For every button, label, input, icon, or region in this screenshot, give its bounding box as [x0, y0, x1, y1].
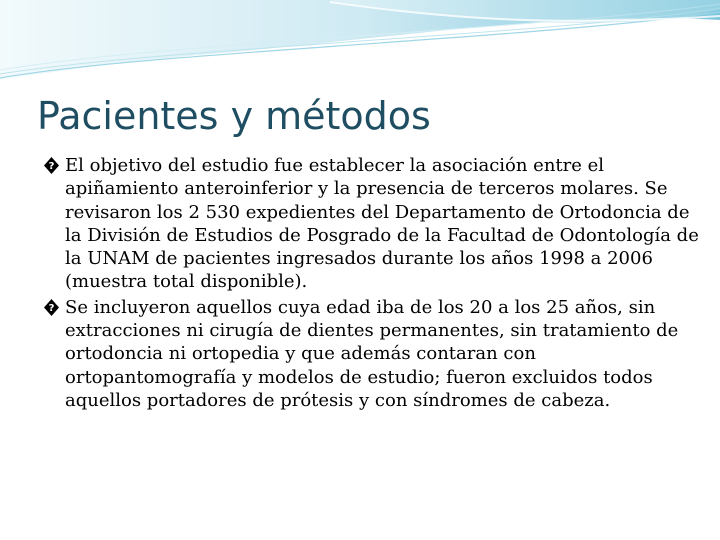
bullet-list	[44, 154, 704, 414]
replacement-glyph-icon	[44, 299, 59, 316]
slide-title: Pacientes y métodos	[37, 94, 431, 138]
bullet-item	[44, 154, 704, 294]
bullet-text: El objetivo del estudio fue establecer la asociación entre el apiñamiento anteroinferior y la presencia de terceros molares. Se revisaron los 2 530 expedientes del Departamento de Ortodoncia de la División de Estudios de Posgrado de la Facultad de Odontología de la UNAM de pacientes ingresados durante los años 1998 a 2006 (muestra total disponible).	[65, 155, 699, 293]
bullet-item	[44, 296, 704, 412]
header-wave-decoration	[0, 0, 720, 90]
svg-text:?: ?	[48, 161, 55, 172]
replacement-glyph-icon	[44, 157, 59, 174]
bullet-text: Se incluyeron aquellos cuya edad iba de los 20 a los 25 años, sin extracciones ni cirugía de dientes permanentes, sin tratamiento de ortodoncia ni ortopedia y que además contaran con ortopantomografía y modelos de estudio; fueron excluidos todos aquellos portadores de prótesis y con síndromes de cabeza.	[65, 296, 679, 411]
svg-text:?: ?	[48, 302, 55, 314]
